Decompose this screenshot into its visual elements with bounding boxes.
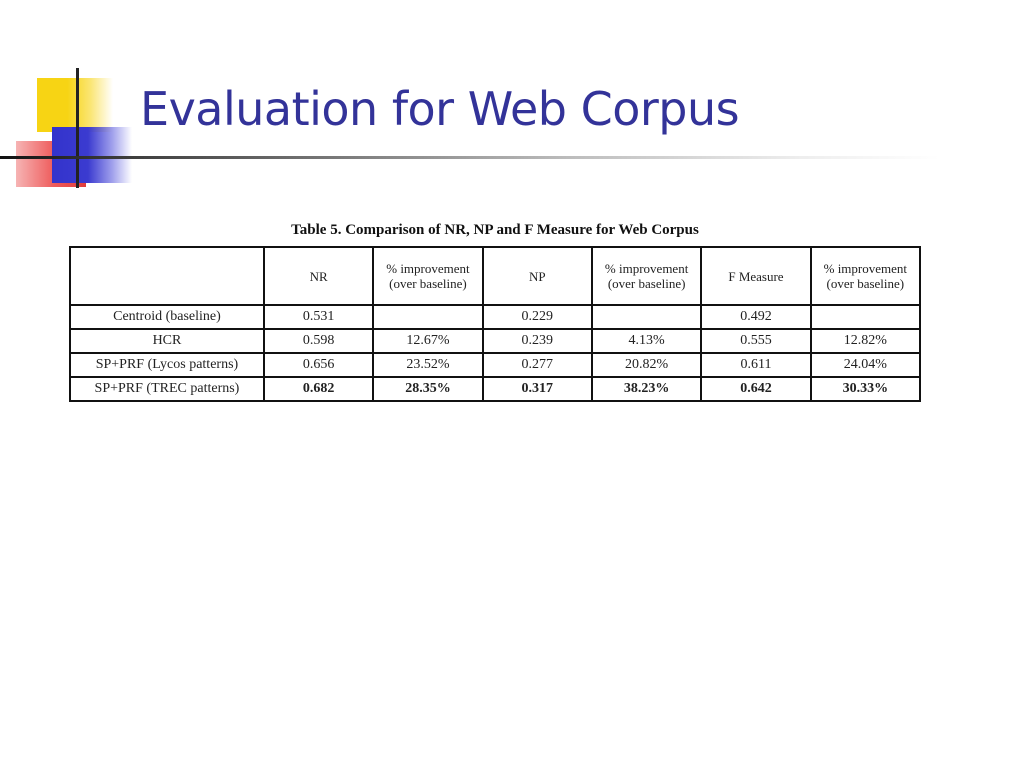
table-cell: 12.82% — [811, 329, 920, 353]
table-cell: 38.23% — [592, 377, 701, 401]
table-cell: 0.492 — [701, 305, 810, 329]
blue-square-decoration — [52, 127, 132, 183]
table-caption: Table 5. Comparison of NR, NP and F Measure for Web Corpus — [291, 222, 699, 238]
table-cell: 0.555 — [701, 329, 810, 353]
header-cell: % improvement (over baseline) — [811, 247, 920, 305]
slide-title: Evaluation for Web Corpus — [140, 82, 740, 136]
table-cell — [592, 305, 701, 329]
table-cell: 20.82% — [592, 353, 701, 377]
header-cell: % improvement (over baseline) — [373, 247, 482, 305]
table-cell: 23.52% — [373, 353, 482, 377]
table-row — [70, 377, 920, 401]
table-row — [70, 305, 920, 329]
header-cell: NP — [483, 247, 592, 305]
table-cell: 12.67% — [373, 329, 482, 353]
yellow-square-decoration — [37, 78, 113, 132]
table-cell: 0.317 — [483, 377, 592, 401]
table-cell: 24.04% — [811, 353, 920, 377]
header-cell: % improvement (over baseline) — [592, 247, 701, 305]
header-cell: NR — [264, 247, 373, 305]
vertical-rule-decoration — [76, 68, 79, 188]
table-row — [70, 353, 920, 377]
row-label-cell: SP+PRF (Lycos patterns) — [70, 353, 264, 377]
table-cell: 0.598 — [264, 329, 373, 353]
table-cell: 4.13% — [592, 329, 701, 353]
results-table — [69, 246, 921, 402]
table-cell: 0.682 — [264, 377, 373, 401]
table-cell: 28.35% — [373, 377, 482, 401]
table-cell: 0.229 — [483, 305, 592, 329]
row-label-cell: Centroid (baseline) — [70, 305, 264, 329]
header-cell — [70, 247, 264, 305]
table-cell — [373, 305, 482, 329]
table-row — [70, 329, 920, 353]
header-cell: F Measure — [701, 247, 810, 305]
table-cell — [811, 305, 920, 329]
slide-decoration — [0, 0, 140, 200]
title-underline-rule — [0, 156, 940, 159]
table-cell: 30.33% — [811, 377, 920, 401]
row-label-cell: HCR — [70, 329, 264, 353]
table-header-row — [70, 247, 920, 305]
row-label-cell: SP+PRF (TREC patterns) — [70, 377, 264, 401]
table-cell: 0.277 — [483, 353, 592, 377]
table-cell: 0.642 — [701, 377, 810, 401]
table-cell: 0.656 — [264, 353, 373, 377]
table-cell: 0.531 — [264, 305, 373, 329]
table-cell: 0.239 — [483, 329, 592, 353]
table-cell: 0.611 — [701, 353, 810, 377]
